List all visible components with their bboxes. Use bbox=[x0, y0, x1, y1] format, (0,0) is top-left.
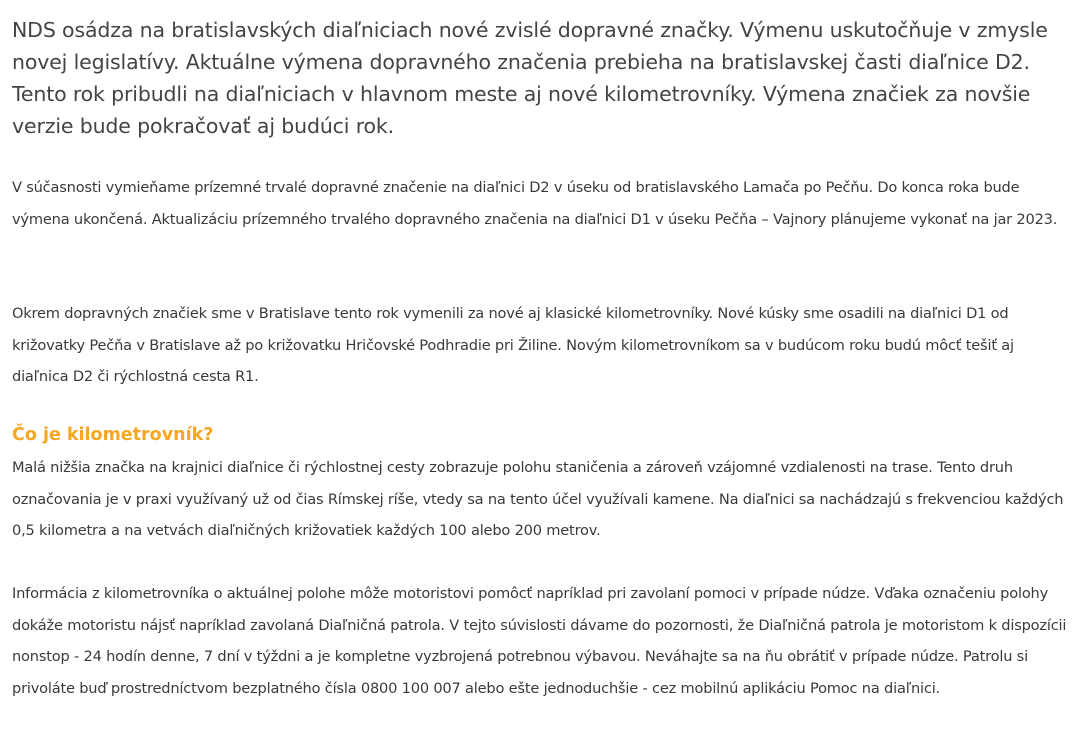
section-heading: Čo je kilometrovník? bbox=[12, 425, 214, 445]
body-paragraph-4: Informácia z kilometrovníka o aktuálnej polohe môže motoristovi pomôcť napríklad pri zavolaní pomoci v prípade núdze. Vďaka označeniu polohy dokáže motoristu nájsť napríklad zavolaná Diaľničná patrola. V tejto súvislosti dávame do pozornosti, že Diaľničná patrola je motoristom k dispozícii nonstop - 24 hodín denne, 7 dní v týždni a je kompletne vyzbrojená potrebnou výbavou. Neváhajte sa na ňu obrátiť v prípade núdze. Patrolu si privoláte buď prostredníctvom bezplatného čísla 0800 100 007 alebo ešte jednoduchšie - cez mobilnú aplikáciu Pomoc na diaľnici. bbox=[12, 585, 1067, 697]
body-paragraph-3: Malá nižšia značka na krajnici diaľnice či rýchlostnej cesty zobrazuje polohu staničenia a zároveň vzájomné vzdialenosti na trase. Tento druh označovania je v praxi využívaný už od čias Rímskej ríše, vtedy sa na tento účel využívali kamene. Na diaľnici sa nachádzajú s frekvenciou každých 0,5 kilometra a na vetvách diaľničných križovatiek každých 100 alebo 200 metrov. bbox=[12, 459, 1064, 539]
body-paragraph-1: V súčasnosti vymieňame prízemné trvalé dopravné značenie na diaľnici D2 v úseku od bratislavského Lamača po Pečňu. Do konca roka bude výmena ukončená. Aktualizáciu prízemného trvalého dopravného značenia na diaľnici D1 v úseku Pečňa – Vajnory plánujeme vykonať na jar 2023. bbox=[12, 179, 1058, 228]
lead-paragraph: NDS osádza na bratislavských diaľniciach nové zvislé dopravné značky. Výmenu uskutočňuje v zmysle novej legislatívy. Aktuálne výmena dopravného značenia prebieha na bratislavskej časti diaľnice D2. Tento rok pribudli na diaľniciach v hlavnom meste aj nové kilometrovníky. Výmena značiek za novšie verzie bude pokračovať aj budúci rok. bbox=[12, 18, 1048, 138]
body-paragraph-2: Okrem dopravných značiek sme v Bratislave tento rok vymenili za nové aj klasické kilometrovníky. Nové kúsky sme osadili na diaľnici D1 od križovatky Pečňa v Bratislave až po križovatku Hričovské Podhradie pri Žiline. Novým kilometrovníkom sa v budúcom roku budú môcť tešiť aj diaľnica D2 či rýchlostná cesta R1. bbox=[12, 305, 1014, 385]
